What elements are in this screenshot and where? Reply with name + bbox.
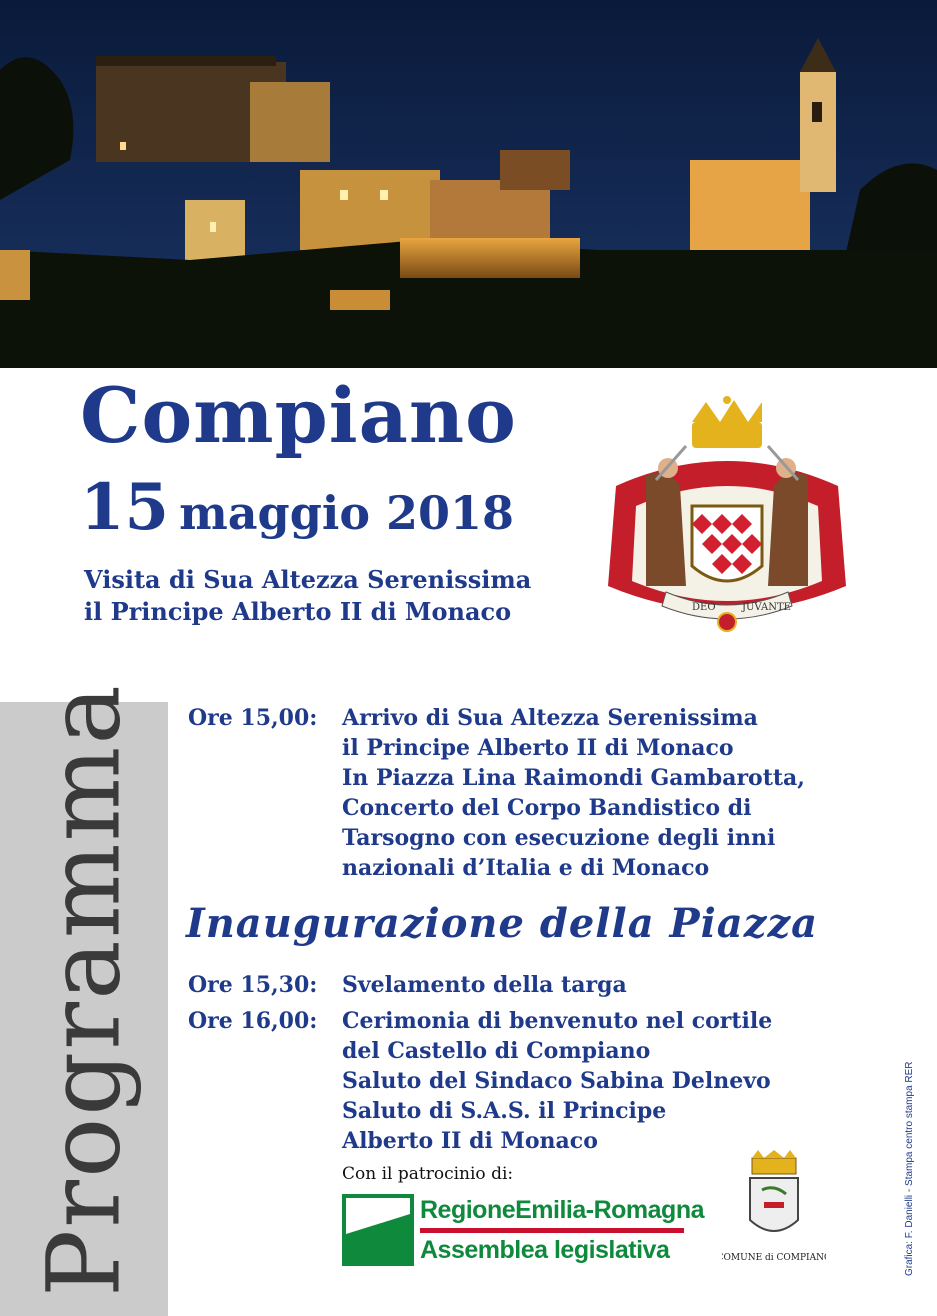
photo-graphic [0, 0, 937, 368]
program-line: Saluto del Sindaco Sabina Delnevo [342, 1068, 771, 1094]
program-line: Cerimonia di benvenuto nel cortile [342, 1008, 773, 1034]
program-line: Alberto II di Monaco [342, 1128, 598, 1154]
regione-emilia-romagna-logo-icon [342, 1194, 414, 1266]
date-month-year: maggio 2018 [179, 486, 515, 540]
subtitle-line-2: il Principe Alberto II di Monaco [84, 597, 512, 626]
program-line: Svelamento della targa [342, 972, 627, 998]
program-line: Arrivo di Sua Altezza Serenissima [342, 705, 758, 731]
page-title: Compiano [80, 371, 517, 460]
rer-name-line-2: Assemblea legislativa [420, 1236, 670, 1264]
program-time: Ore 16,00: [188, 1008, 318, 1034]
program-time: Ore 15,30: [188, 972, 318, 998]
program-line: nazionali d’Italia e di Monaco [342, 855, 710, 881]
program-line: In Piazza Lina Raimondi Gambarotta, [342, 765, 805, 791]
event-date [80, 470, 515, 545]
night-castle-photo [0, 0, 937, 368]
program-line: Concerto del Corpo Bandistico di [342, 795, 752, 821]
comune-di-compiano-logo-icon [722, 1150, 826, 1280]
program-description [342, 1006, 902, 1156]
motto-right: JUVANTE [742, 602, 791, 613]
program-line: Saluto di S.A.S. il Principe [342, 1098, 667, 1124]
program-description [342, 970, 902, 1000]
comune-label: COMUNE di COMPIANO [722, 1253, 826, 1263]
program-line: il Principe Alberto II di Monaco [342, 735, 734, 761]
subtitle-line-1: Visita di Sua Altezza Serenissima [84, 565, 532, 594]
event-subtitle [84, 564, 531, 628]
program-description [342, 703, 902, 883]
graphic-credit: Grafica: F. Danielli - Stampa centro stampa RER [904, 1061, 915, 1276]
program-line: Tarsogno con esecuzione degli inni [342, 825, 776, 851]
motto-left: DEO [692, 602, 716, 613]
program-line: del Castello di Compiano [342, 1038, 651, 1064]
rer-divider [420, 1228, 684, 1233]
rer-name-line-1: RegioneEmilia-Romagna [420, 1196, 704, 1224]
date-day: 15 [80, 470, 170, 545]
program-time: Ore 15,00: [188, 705, 318, 731]
sidebar-program-label: Programma [25, 683, 143, 1297]
inauguration-heading: Inaugurazione della Piazza [186, 900, 819, 947]
monaco-coat-of-arms-icon [596, 396, 858, 646]
patronage-label: Con il patrocinio di: [342, 1164, 514, 1184]
